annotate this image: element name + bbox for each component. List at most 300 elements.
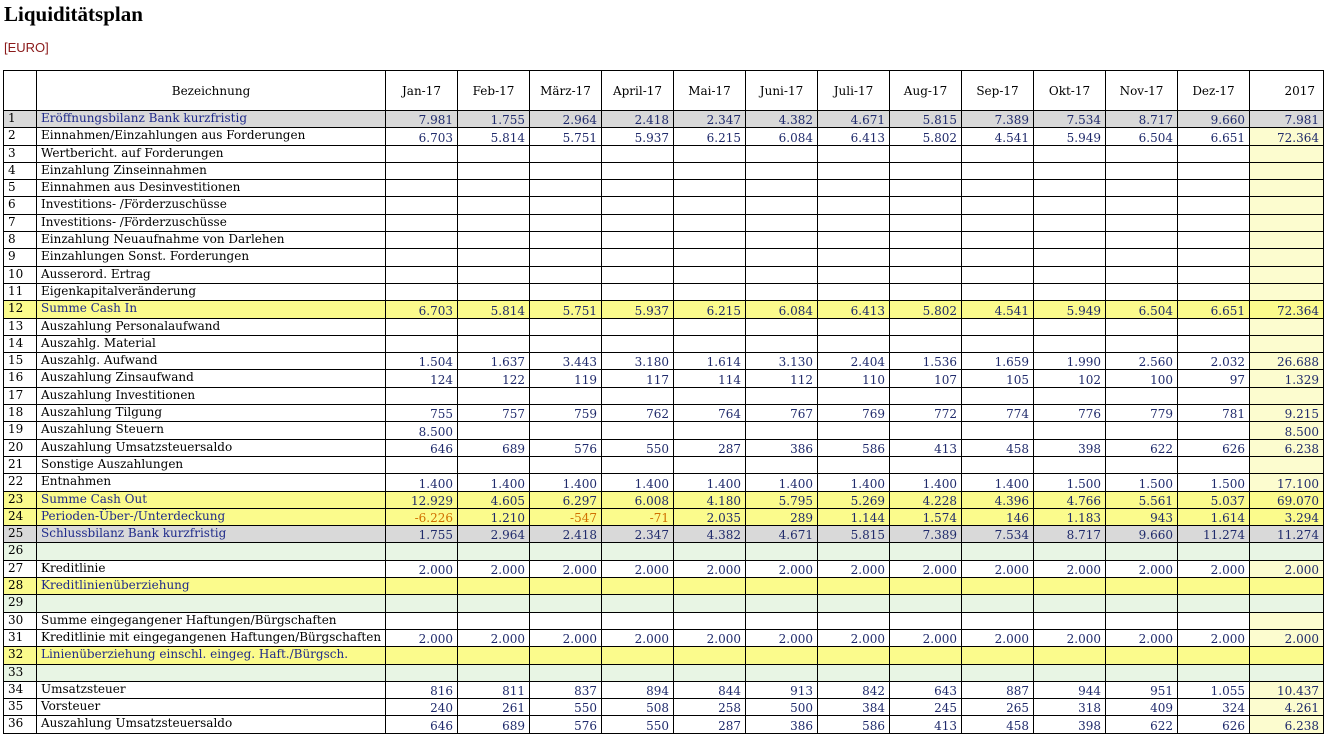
month-value-cell (1106, 647, 1178, 664)
month-value-cell (602, 664, 674, 681)
month-value-cell (1034, 543, 1106, 560)
month-value-cell: 117 (602, 370, 674, 387)
month-value-cell (1178, 180, 1250, 197)
row-index-cell: 28 (4, 578, 37, 595)
month-value-cell: 2.000 (458, 629, 530, 646)
month-value-cell (962, 214, 1034, 231)
month-value-cell: 8.717 (1034, 526, 1106, 543)
month-value-cell (602, 335, 674, 352)
month-value-cell: 6.084 (746, 128, 818, 145)
month-value-cell: 2.000 (458, 560, 530, 577)
month-value-cell (818, 232, 890, 249)
month-value-cell (818, 145, 890, 162)
row-index-cell: 23 (4, 491, 37, 508)
row-label-cell: Einnahmen aus Desinvestitionen (37, 180, 386, 197)
month-value-cell (386, 145, 458, 162)
table-row (4, 405, 1324, 422)
month-value-cell: 2.000 (530, 560, 602, 577)
month-value-cell: 7.389 (890, 526, 962, 543)
month-value-cell (1178, 422, 1250, 439)
header-month-cell: Dez-17 (1178, 71, 1250, 111)
liquidity-table (3, 70, 1324, 734)
month-value-cell: -6.226 (386, 508, 458, 525)
month-value-cell (1034, 145, 1106, 162)
month-value-cell (1178, 197, 1250, 214)
month-value-cell (530, 214, 602, 231)
year-total-cell: 4.261 (1250, 699, 1324, 716)
month-value-cell: 2.404 (818, 353, 890, 370)
month-value-cell (818, 387, 890, 404)
month-value-cell: 6.215 (674, 301, 746, 318)
month-value-cell (890, 595, 962, 612)
month-value-cell (602, 266, 674, 283)
month-value-cell (386, 283, 458, 300)
table-body (4, 111, 1324, 734)
month-value-cell (458, 197, 530, 214)
row-label-cell: Einzahlung Zinseinnahmen (37, 162, 386, 179)
month-value-cell: 4.671 (746, 526, 818, 543)
table-row (4, 612, 1324, 629)
month-value-cell (1178, 214, 1250, 231)
month-value-cell (602, 214, 674, 231)
month-value-cell: 1.400 (458, 474, 530, 491)
year-total-cell (1250, 387, 1324, 404)
month-value-cell (386, 214, 458, 231)
month-value-cell: 6.008 (602, 491, 674, 508)
month-value-cell (1178, 612, 1250, 629)
row-index-cell: 21 (4, 456, 37, 473)
row-index-cell: 11 (4, 283, 37, 300)
month-value-cell: 5.814 (458, 128, 530, 145)
month-value-cell: 2.000 (1034, 629, 1106, 646)
month-value-cell (674, 197, 746, 214)
month-value-cell (1106, 318, 1178, 335)
month-value-cell (1178, 664, 1250, 681)
month-value-cell: 261 (458, 699, 530, 716)
month-value-cell (530, 543, 602, 560)
month-value-cell (530, 335, 602, 352)
month-value-cell (890, 283, 962, 300)
year-total-cell (1250, 197, 1324, 214)
row-label-cell: Ausserord. Ertrag (37, 266, 386, 283)
month-value-cell: 7.534 (1034, 111, 1106, 128)
month-value-cell: 1.400 (818, 474, 890, 491)
month-value-cell (962, 647, 1034, 664)
row-label-cell: Kreditlinienüberziehung (37, 578, 386, 595)
year-total-cell (1250, 162, 1324, 179)
table-row (4, 474, 1324, 491)
month-value-cell (1034, 578, 1106, 595)
month-value-cell (818, 180, 890, 197)
month-value-cell: 1.183 (1034, 508, 1106, 525)
month-value-cell: 398 (1034, 716, 1106, 733)
header-month-cell: Aug-17 (890, 71, 962, 111)
month-value-cell: 887 (962, 681, 1034, 698)
month-value-cell (746, 387, 818, 404)
table-row (4, 232, 1324, 249)
month-value-cell: 6.703 (386, 128, 458, 145)
month-value-cell (458, 647, 530, 664)
month-value-cell (1034, 249, 1106, 266)
month-value-cell: 5.814 (458, 301, 530, 318)
month-value-cell: 324 (1178, 699, 1250, 716)
table-row (4, 595, 1324, 612)
row-index-cell: 35 (4, 699, 37, 716)
month-value-cell (746, 335, 818, 352)
month-value-cell (962, 456, 1034, 473)
month-value-cell: 7.981 (386, 111, 458, 128)
month-value-cell: 2.418 (530, 526, 602, 543)
month-value-cell (458, 318, 530, 335)
month-value-cell (1106, 612, 1178, 629)
month-value-cell (530, 456, 602, 473)
header-month-cell: Nov-17 (1106, 71, 1178, 111)
header-month-cell: Feb-17 (458, 71, 530, 111)
month-value-cell: 2.347 (674, 111, 746, 128)
year-total-cell (1250, 647, 1324, 664)
month-value-cell: 2.000 (602, 629, 674, 646)
month-value-cell: 5.815 (890, 111, 962, 128)
row-index-cell: 32 (4, 647, 37, 664)
month-value-cell: 4.228 (890, 491, 962, 508)
year-total-cell: 72.364 (1250, 301, 1324, 318)
month-value-cell (674, 318, 746, 335)
month-value-cell (674, 664, 746, 681)
month-value-cell: 769 (818, 405, 890, 422)
row-label-cell: Umsatzsteuer (37, 681, 386, 698)
month-value-cell (1178, 249, 1250, 266)
month-value-cell: 1.400 (602, 474, 674, 491)
row-index-cell: 8 (4, 232, 37, 249)
month-value-cell (458, 664, 530, 681)
month-value-cell (818, 595, 890, 612)
month-value-cell (530, 249, 602, 266)
month-value-cell (962, 595, 1034, 612)
row-label-cell: Eröffnungsbilanz Bank kurzfristig (37, 111, 386, 128)
row-label-cell: Vorsteuer (37, 699, 386, 716)
table-row (4, 681, 1324, 698)
row-index-cell: 1 (4, 111, 37, 128)
month-value-cell (674, 335, 746, 352)
month-value-cell: 646 (386, 716, 458, 733)
month-value-cell: 844 (674, 681, 746, 698)
row-label-cell: Summe eingegangener Haftungen/Bürgschaften (37, 612, 386, 629)
table-row (4, 162, 1324, 179)
month-value-cell: 2.000 (386, 629, 458, 646)
month-value-cell: 245 (890, 699, 962, 716)
month-value-cell (1178, 578, 1250, 595)
month-value-cell: 1.755 (458, 111, 530, 128)
month-value-cell (1106, 162, 1178, 179)
month-value-cell: 842 (818, 681, 890, 698)
month-value-cell (674, 283, 746, 300)
month-value-cell (674, 232, 746, 249)
month-value-cell (602, 197, 674, 214)
month-value-cell: 776 (1034, 405, 1106, 422)
month-value-cell: 9.660 (1106, 526, 1178, 543)
row-label-cell: Eigenkapitalveränderung (37, 283, 386, 300)
month-value-cell: 6.215 (674, 128, 746, 145)
row-label-cell: Sonstige Auszahlungen (37, 456, 386, 473)
month-value-cell (1106, 543, 1178, 560)
month-value-cell (1034, 647, 1106, 664)
month-value-cell: 240 (386, 699, 458, 716)
month-value-cell (962, 543, 1034, 560)
month-value-cell: 413 (890, 439, 962, 456)
month-value-cell (530, 387, 602, 404)
month-value-cell: 1.055 (1178, 681, 1250, 698)
row-label-cell: Einnahmen/Einzahlungen aus Forderungen (37, 128, 386, 145)
row-index-cell: 30 (4, 612, 37, 629)
header-label-cell: Bezeichnung (37, 71, 386, 111)
row-label-cell: Perioden-Über-/Unterdeckung (37, 508, 386, 525)
row-index-cell: 31 (4, 629, 37, 646)
month-value-cell (890, 266, 962, 283)
month-value-cell: 2.000 (674, 629, 746, 646)
month-value-cell (1106, 214, 1178, 231)
year-total-cell: 2.000 (1250, 629, 1324, 646)
month-value-cell: 2.000 (386, 560, 458, 577)
table-row (4, 197, 1324, 214)
month-value-cell (602, 387, 674, 404)
row-label-cell: Auszahlung Umsatzsteuersaldo (37, 439, 386, 456)
month-value-cell: 4.541 (962, 128, 1034, 145)
month-value-cell: 2.000 (1106, 560, 1178, 577)
month-value-cell: 6.413 (818, 301, 890, 318)
header-total-cell: 2017 (1250, 71, 1324, 111)
month-value-cell (746, 543, 818, 560)
month-value-cell (1178, 647, 1250, 664)
month-value-cell: 586 (818, 716, 890, 733)
month-value-cell: 1.990 (1034, 353, 1106, 370)
month-value-cell (602, 612, 674, 629)
month-value-cell (458, 335, 530, 352)
row-index-cell: 36 (4, 716, 37, 733)
month-value-cell (602, 422, 674, 439)
row-label-cell: Einzahlungen Sonst. Forderungen (37, 249, 386, 266)
month-value-cell (962, 266, 1034, 283)
month-value-cell: 3.443 (530, 353, 602, 370)
year-total-cell: 17.100 (1250, 474, 1324, 491)
month-value-cell: 2.000 (818, 560, 890, 577)
month-value-cell (890, 214, 962, 231)
month-value-cell: 6.084 (746, 301, 818, 318)
month-value-cell (1034, 387, 1106, 404)
month-value-cell: 2.000 (746, 629, 818, 646)
year-total-cell: 3.294 (1250, 508, 1324, 525)
month-value-cell (530, 145, 602, 162)
header-month-cell: Juli-17 (818, 71, 890, 111)
month-value-cell (1178, 162, 1250, 179)
row-index-cell: 13 (4, 318, 37, 335)
table-row (4, 180, 1324, 197)
month-value-cell: 4.766 (1034, 491, 1106, 508)
row-label-cell: Summe Cash In (37, 301, 386, 318)
month-value-cell (1034, 456, 1106, 473)
month-value-cell: 318 (1034, 699, 1106, 716)
month-value-cell (674, 578, 746, 595)
month-value-cell (1106, 145, 1178, 162)
month-value-cell: 5.802 (890, 128, 962, 145)
row-index-cell: 27 (4, 560, 37, 577)
month-value-cell (1178, 283, 1250, 300)
month-value-cell: 1.400 (674, 474, 746, 491)
month-value-cell (746, 595, 818, 612)
row-index-cell: 34 (4, 681, 37, 698)
year-total-cell (1250, 318, 1324, 335)
month-value-cell: 5.751 (530, 128, 602, 145)
month-value-cell (890, 543, 962, 560)
month-value-cell: 3.130 (746, 353, 818, 370)
month-value-cell (746, 180, 818, 197)
year-total-cell: 9.215 (1250, 405, 1324, 422)
month-value-cell: 4.180 (674, 491, 746, 508)
month-value-cell: 5.795 (746, 491, 818, 508)
month-value-cell (818, 249, 890, 266)
month-value-cell (818, 214, 890, 231)
month-value-cell (962, 162, 1034, 179)
month-value-cell (818, 647, 890, 664)
row-index-cell: 29 (4, 595, 37, 612)
month-value-cell: 2.000 (530, 629, 602, 646)
month-value-cell (818, 664, 890, 681)
month-value-cell: 576 (530, 716, 602, 733)
year-total-cell: 6.238 (1250, 716, 1324, 733)
row-index-cell: 19 (4, 422, 37, 439)
month-value-cell: 287 (674, 716, 746, 733)
month-value-cell (386, 180, 458, 197)
month-value-cell: 114 (674, 370, 746, 387)
year-total-cell: 72.364 (1250, 128, 1324, 145)
month-value-cell (1106, 664, 1178, 681)
month-value-cell (1106, 180, 1178, 197)
month-value-cell: -71 (602, 508, 674, 525)
row-index-cell: 15 (4, 353, 37, 370)
month-value-cell (890, 232, 962, 249)
month-value-cell (746, 664, 818, 681)
month-value-cell (746, 422, 818, 439)
month-value-cell (818, 162, 890, 179)
row-index-cell: 17 (4, 387, 37, 404)
row-index-cell: 24 (4, 508, 37, 525)
month-value-cell: 5.949 (1034, 128, 1106, 145)
month-value-cell: 265 (962, 699, 1034, 716)
month-value-cell (1034, 162, 1106, 179)
page-title: Liquiditätsplan (4, 2, 143, 26)
month-value-cell (386, 197, 458, 214)
month-value-cell (1178, 145, 1250, 162)
year-total-cell: 10.437 (1250, 681, 1324, 698)
month-value-cell (458, 249, 530, 266)
month-value-cell (1106, 387, 1178, 404)
year-total-cell (1250, 214, 1324, 231)
month-value-cell: 2.000 (746, 560, 818, 577)
month-value-cell: 837 (530, 681, 602, 698)
year-total-cell (1250, 456, 1324, 473)
month-value-cell (1178, 543, 1250, 560)
month-value-cell (1106, 578, 1178, 595)
month-value-cell (746, 456, 818, 473)
month-value-cell (1106, 595, 1178, 612)
table-row (4, 578, 1324, 595)
table-row (4, 145, 1324, 162)
month-value-cell (530, 232, 602, 249)
row-index-cell: 2 (4, 128, 37, 145)
month-value-cell (746, 578, 818, 595)
month-value-cell: 4.605 (458, 491, 530, 508)
month-value-cell (386, 318, 458, 335)
month-value-cell: 772 (890, 405, 962, 422)
month-value-cell (746, 197, 818, 214)
month-value-cell (962, 283, 1034, 300)
table-row (4, 387, 1324, 404)
month-value-cell (746, 283, 818, 300)
month-value-cell: 626 (1178, 716, 1250, 733)
month-value-cell (458, 180, 530, 197)
month-value-cell (530, 647, 602, 664)
month-value-cell: 5.949 (1034, 301, 1106, 318)
month-value-cell (818, 266, 890, 283)
month-value-cell (386, 249, 458, 266)
month-value-cell: 100 (1106, 370, 1178, 387)
month-value-cell: 124 (386, 370, 458, 387)
row-index-cell: 3 (4, 145, 37, 162)
month-value-cell (818, 456, 890, 473)
month-value-cell: 458 (962, 716, 1034, 733)
month-value-cell: 4.382 (746, 111, 818, 128)
month-value-cell (962, 664, 1034, 681)
row-index-cell: 22 (4, 474, 37, 491)
year-total-cell: 69.070 (1250, 491, 1324, 508)
month-value-cell: 767 (746, 405, 818, 422)
row-index-cell: 18 (4, 405, 37, 422)
year-total-cell (1250, 283, 1324, 300)
month-value-cell (602, 180, 674, 197)
row-label-cell (37, 543, 386, 560)
month-value-cell: 943 (1106, 508, 1178, 525)
row-index-cell: 5 (4, 180, 37, 197)
month-value-cell: 2.000 (1178, 629, 1250, 646)
month-value-cell (890, 456, 962, 473)
row-label-cell: Kreditlinie mit eingegangenen Haftungen/Bürgschaften (37, 629, 386, 646)
month-value-cell: 3.180 (602, 353, 674, 370)
month-value-cell (1034, 664, 1106, 681)
month-value-cell (458, 387, 530, 404)
year-total-cell: 2.000 (1250, 560, 1324, 577)
month-value-cell: 1.400 (386, 474, 458, 491)
table-row (4, 318, 1324, 335)
header-month-cell: Mai-17 (674, 71, 746, 111)
month-value-cell: 2.000 (674, 560, 746, 577)
header-month-cell: Jan-17 (386, 71, 458, 111)
month-value-cell: 4.382 (674, 526, 746, 543)
header-month-cell: März-17 (530, 71, 602, 111)
month-value-cell (1034, 266, 1106, 283)
table-row (4, 526, 1324, 543)
header-month-cell: April-17 (602, 71, 674, 111)
row-index-cell: 20 (4, 439, 37, 456)
month-value-cell: 689 (458, 716, 530, 733)
month-value-cell (962, 232, 1034, 249)
row-label-cell: Entnahmen (37, 474, 386, 491)
currency-unit: [EURO] (4, 40, 49, 55)
row-label-cell: Summe Cash Out (37, 491, 386, 508)
table-row (4, 716, 1324, 733)
month-value-cell: 6.297 (530, 491, 602, 508)
month-value-cell (890, 162, 962, 179)
month-value-cell (386, 543, 458, 560)
month-value-cell (890, 422, 962, 439)
